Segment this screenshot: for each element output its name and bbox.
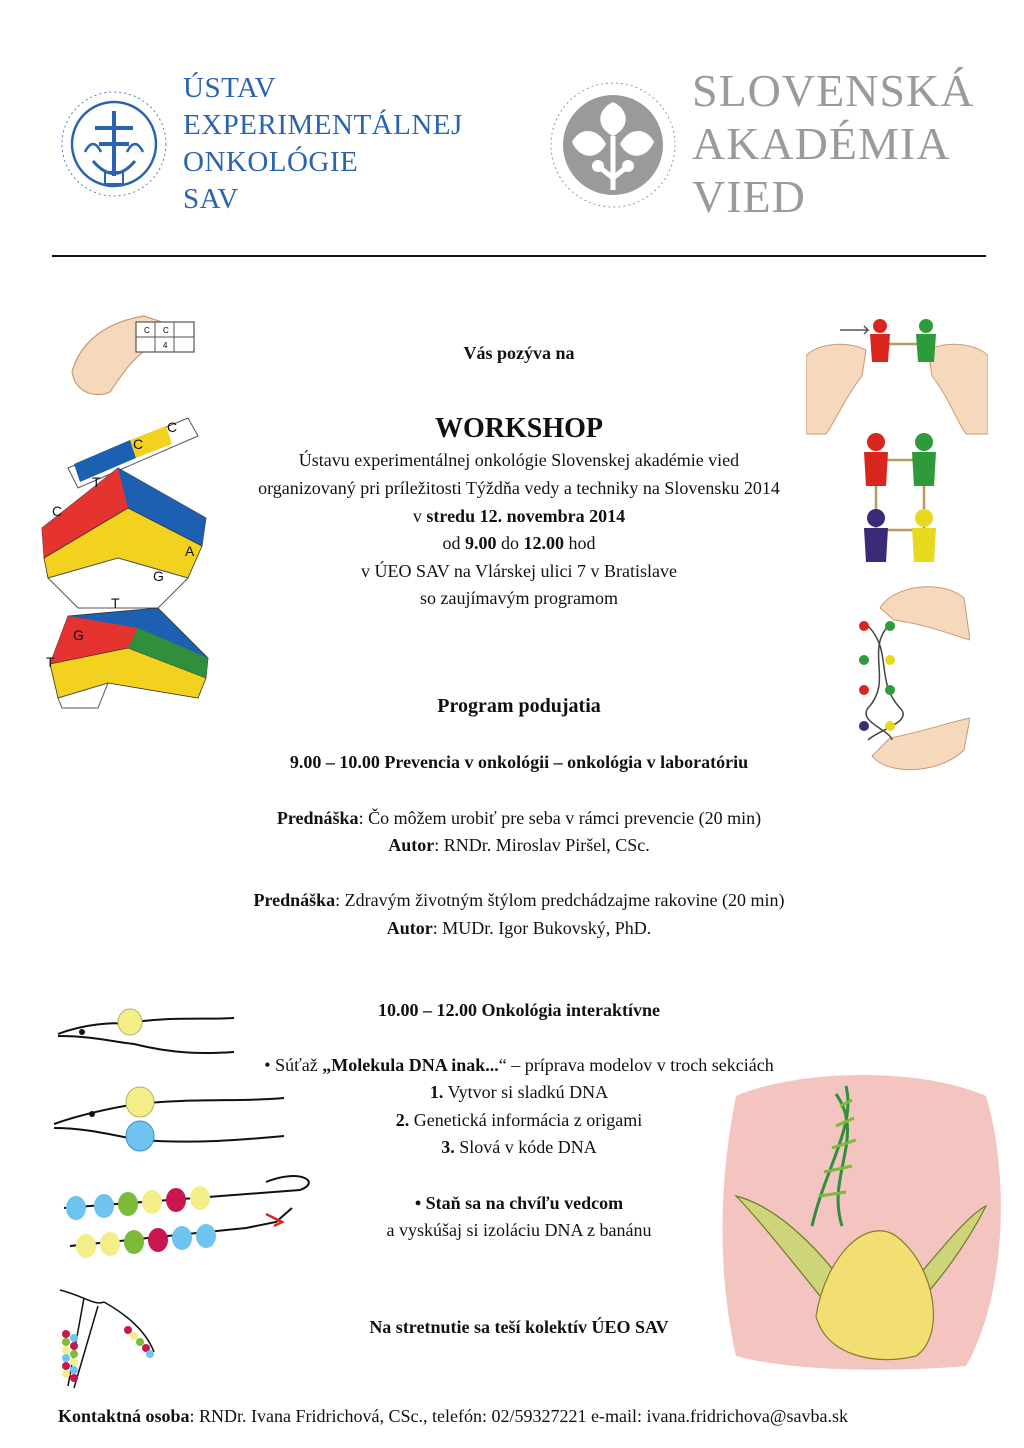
institute-name-line: ONKOLÓGIE <box>183 146 359 178</box>
talk-1-author: Autor: RNDr. Miroslav Piršel, CSc. <box>388 835 650 855</box>
dna-letter: G <box>153 568 164 584</box>
bead-helix-illustration <box>54 1282 174 1394</box>
invite-program-note: so zaujímavým programom <box>420 588 618 608</box>
contest-item: 1. Vytvor si sladkú DNA <box>429 1082 609 1102</box>
contest-line: • Súťaž „Molekula DNA inak...“ – príprava modelov v troch sekciách <box>264 1055 774 1075</box>
invite-place: v ÚEO SAV na Vlárskej ulici 7 v Bratislave <box>361 561 677 581</box>
section1-title: 9.00 – 10.00 Prevencia v onkológii – onkológia v laboratóriu <box>289 752 749 772</box>
institute-name-line: ÚSTAV <box>183 72 277 104</box>
svg-text:4: 4 <box>163 341 168 350</box>
scientist-text: a vyskúšaj si izoláciu DNA z banánu <box>386 1220 652 1240</box>
dna-letter: A <box>185 543 195 559</box>
talk-2-author: Autor: MUDr. Igor Bukovský, PhD. <box>386 918 652 938</box>
bead-ladder-illustration <box>60 1172 320 1268</box>
institute-seal-icon <box>55 66 173 214</box>
invite-intro: Vás pozýva na <box>463 343 575 363</box>
closing-line: Na stretnutie sa teší kolektív ÚEO SAV <box>369 1317 669 1337</box>
institute-name-line: EXPERIMENTÁLNEJ <box>183 109 463 141</box>
dna-letter: T <box>46 654 55 670</box>
dna-letter: T <box>92 474 101 490</box>
bead-cord-two-illustration <box>52 1084 288 1160</box>
svg-text:C: C <box>163 326 169 335</box>
bead-cord-one-illustration <box>54 1002 240 1062</box>
academy-name-line: VIED <box>692 171 806 222</box>
twisted-chain-illustration <box>854 580 970 776</box>
banana-dna-illustration <box>716 1066 1010 1376</box>
academy-name-line: SLOVENSKÁ <box>692 65 975 116</box>
program-heading: Program podujatia <box>437 695 601 717</box>
section2-title: 10.00 – 12.00 Onkológia interaktívne <box>377 1000 660 1020</box>
invite-date: v stredu 12. novembra 2014 <box>412 506 626 526</box>
talk-1: Prednáška: Čo môžem urobiť pre seba v rámci prevencie (20 min) <box>276 808 762 828</box>
scientist-title: • Staň sa na chvíľu vedcom <box>414 1193 624 1213</box>
contest-item: 3. Slová v kóde DNA <box>441 1137 597 1157</box>
invite-time: od 9.00 do 12.00 hod <box>442 533 596 553</box>
institute-name-line: SAV <box>183 183 239 215</box>
dna-origami-illustration <box>38 408 210 713</box>
workshop-title: WORKSHOP <box>434 413 603 444</box>
dna-letter: C <box>167 419 178 435</box>
svg-text:C: C <box>144 326 150 335</box>
figures-hands-illustration <box>806 316 988 436</box>
dna-letter: C <box>133 436 144 452</box>
contact-footer: Kontaktná osoba: RNDr. Ivana Fridrichová, CSc., telefón: 02/59327221 e-mail: ivana.fridrichova@savba.sk <box>58 1406 848 1426</box>
dna-letter: G <box>73 627 84 643</box>
figures-ladder-illustration <box>858 430 942 572</box>
talk-2: Prednáška: Zdravým životným štýlom predchádzajme rakovine (20 min) <box>253 890 785 910</box>
dna-letter: T <box>111 595 120 611</box>
dna-letter: C <box>52 503 63 519</box>
invite-line: organizovaný pri príležitosti Týždňa vedy a techniky na Slovensku 2014 <box>258 478 780 498</box>
contest-item: 2. Genetická informácia z origami <box>395 1110 643 1130</box>
academy-name-line: AKADÉMIA <box>692 118 951 169</box>
hand-block-illustration <box>66 302 200 402</box>
invite-line: Ústavu experimentálnej onkológie Slovenskej akadémie vied <box>298 450 740 470</box>
